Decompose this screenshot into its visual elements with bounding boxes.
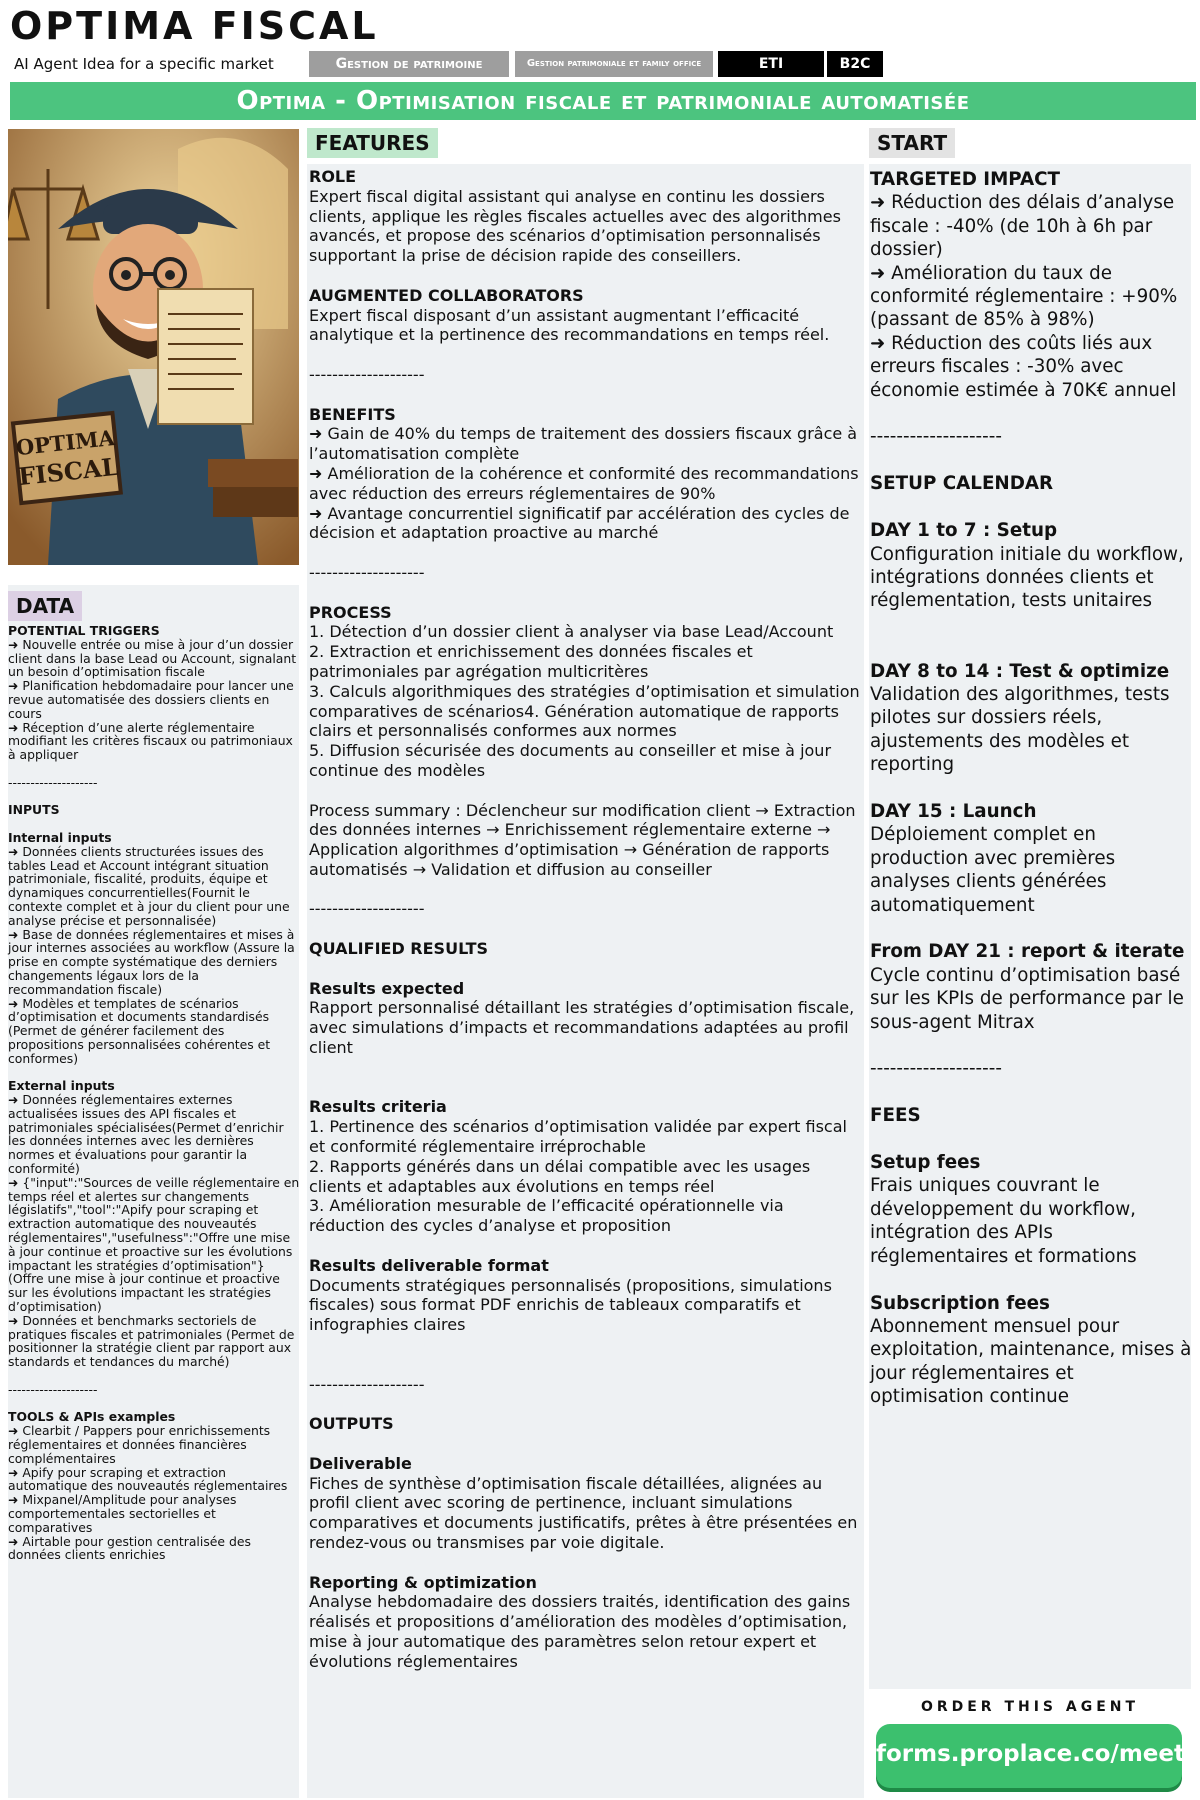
section-heading: TOOLS & APIs examples <box>8 1409 176 1425</box>
body-text: Validation des algorithmes, tests pilotes sur dossiers réels, ajustements des modèles et reporting <box>870 683 1170 776</box>
page-title: OPTIMA FISCAL <box>10 4 379 48</box>
body-text: Analyse hebdomadaire des dossiers traités, identification des gains réalisés et propositions d’amélioration des modèles d’optimisation, mise à jour automatique des paramètres selon retour expert et évolutions réglementaires <box>309 1592 851 1671</box>
body-text: 1. Détection d’un dossier client à analyser via base Lead/Account <box>309 622 834 642</box>
section-heading: QUALIFIED RESULTS <box>309 939 489 959</box>
spacer <box>309 1078 864 1098</box>
body-text: 5. Diffusion sécurisée des documents au conseiller et mise à jour continue des modèles <box>309 741 832 780</box>
spacer <box>8 817 301 831</box>
section-heading: INPUTS <box>8 802 60 818</box>
body-text: ➜ {"input":"Sources de veille réglementaire en temps réel et alertes sur changements législatifs","tool":"Apify pour scraping et extraction automatique des nouveautés réglementaires","usefulness":"Offre une mise à jour continue et proactive sur les évolutions impactant les stratégies d’optimisation"} (Offre une mise à jour continue et proactive sur les évolutions impactant les stratégies d’optimisation) <box>8 1174 300 1315</box>
spacer <box>870 496 1192 519</box>
body-text: 3. Amélioration mesurable de l’efficacité opérationnelle via réduction des cycles d’analyse et proposition <box>309 1196 784 1236</box>
order-label: ORDER THIS AGENT <box>920 1699 1140 1715</box>
body-text: ➜ Apify pour scraping et extraction automatique des nouveautés réglementaires <box>8 1464 288 1494</box>
section-heading: BENEFITS <box>309 404 396 424</box>
tax-expert-illustration <box>8 129 299 565</box>
section-heading: Results criteria <box>309 1097 447 1117</box>
spacer <box>870 917 1192 940</box>
features-section-tag: FEATURES <box>307 128 438 158</box>
section-heading: TARGETED IMPACT <box>870 169 1061 190</box>
body-text: Documents stratégiques personnalisés (propositions, simulations fiscales) sous format PDF enrichis de tableaux comparatifs et infographies claires <box>309 1275 832 1335</box>
spacer <box>309 1394 864 1414</box>
divider: -------------------- <box>8 1381 98 1397</box>
body-text: 2. Extraction et enrichissement des données fiscales et patrimoniales par agrégation multicritères <box>309 642 753 681</box>
market-tag-patrimoine: Gestion de patrimoine <box>309 51 509 77</box>
divider: -------------------- <box>309 562 425 582</box>
spacer <box>870 1128 1192 1151</box>
body-text: Expert fiscal digital assistant qui analyse en continu les dossiers clients, applique les règles fiscales actuelles avec des algorithmes avancés, et propose des scénarios d’optimisation personnalisés supportant la prise de décision rapide des conseillers. <box>309 186 841 266</box>
divider: -------------------- <box>309 364 425 384</box>
spacer <box>309 1355 864 1375</box>
spacer <box>8 790 301 804</box>
agent-illustration <box>8 129 299 565</box>
body-text: Abonnement mensuel pour exploitation, maintenance, mises à jour réglementaires et optimisation continue <box>870 1315 1192 1408</box>
spacer <box>309 959 864 979</box>
body-text: ➜ Avantage concurrentiel significatif par accélération des cycles de décision et adaptation proactive au marché <box>309 503 850 543</box>
divider: -------------------- <box>870 1058 1002 1080</box>
market-tag-family-office: Gestion patrimoniale et family office <box>515 51 713 77</box>
section-heading: OUTPUTS <box>309 1414 394 1434</box>
spacer <box>309 1058 864 1078</box>
body-text: Configuration initiale du workflow, intégrations données clients et réglementation, tests unitaires <box>870 543 1184 612</box>
spacer <box>309 543 864 563</box>
body-text: ➜ Nouvelle entrée ou mise à jour d’un dossier client dans la base Lead ou Account, signalant un besoin d’optimisation fiscale <box>8 636 297 680</box>
spacer <box>309 1553 864 1573</box>
spacer <box>870 613 1192 636</box>
market-tag-eti: ETI <box>718 51 824 77</box>
spacer <box>870 1081 1192 1104</box>
body-text: ➜ Mixpanel/Amplitude pour analyses comportementales sectorielles et comparatives <box>8 1492 237 1535</box>
spacer <box>8 1369 301 1383</box>
body-text: Fiches de synthèse d’optimisation fiscale détaillées, alignées au profil client avec scoring de pertinence, incluant simulations comparatives et documents justificatifs, prêtes à être présentées en rendez-vous ou transmises par voie digitale. <box>309 1473 858 1552</box>
body-text: ➜ Amélioration de la cohérence et conformité des recommandations avec réduction des erreurs réglementaires de 90% <box>309 463 859 503</box>
section-heading: FEES <box>870 1105 921 1127</box>
order-link-button[interactable]: forms.proplace.co/meet <box>876 1724 1182 1788</box>
start-section-tag: START <box>869 128 955 158</box>
section-heading: DAY 1 to 7 : Setup <box>870 520 1058 542</box>
body-text: Rapport personnalisé détaillant les stratégies d’optimisation fiscale, avec simulations d’impacts et recommandations adaptées au profil client <box>309 998 855 1058</box>
body-text: Frais uniques couvrant le développement du workflow, intégration des APIs réglementaires et formations <box>870 1175 1137 1267</box>
title-banner: Optima - Optimisation fiscale et patrimoniale automatisée <box>10 82 1196 120</box>
body-text: ➜ Données réglementaires externes actualisées issues des API fiscales et patrimoniales spécialisées(Permet d’enrichir les données internes avec les dernières normes et évaluations pour garantir la conformité) <box>8 1092 284 1177</box>
section-heading: AUGMENTED COLLABORATORS <box>309 285 584 305</box>
section-heading: PROCESS <box>309 602 392 622</box>
section-heading: Internal inputs <box>8 829 112 845</box>
body-text: ➜ Données clients structurées issues des tables Lead et Account intégrant situation patrimoniale, fiscalité, produits, équipe et dynamiques concurrentielles(Fournit le contexte complet et à jour du client pour une analyse précise et personnalisée) <box>8 843 290 928</box>
spacer <box>309 781 864 801</box>
body-text: ➜ Réception d’une alerte réglementaire modifiant les critères fiscaux ou patrimoniaux à appliquer <box>8 719 293 763</box>
spacer <box>309 1434 864 1454</box>
body-text: ➜ Modèles et templates de scénarios d’optimisation et documents standardisés (Permet de générer facilement des propositions personnalisées cohérentes et conformes) <box>8 995 271 1066</box>
body-text: ➜ Planification hebdomadaire pour lancer une revue automatisée des dossiers clients en cours <box>8 678 294 721</box>
section-heading: From DAY 21 : report & iterate <box>870 941 1185 963</box>
spacer <box>309 1335 864 1355</box>
spacer <box>8 762 301 776</box>
spacer <box>870 449 1192 472</box>
start-content <box>870 168 1192 1409</box>
body-text: ➜ Réduction des coûts liés aux erreurs fiscales : -30% avec économie estimée à 70K€ annuel <box>870 332 1177 401</box>
body-text: ➜ Clearbit / Pappers pour enrichissements réglementaires et données financières complémentaires <box>8 1423 271 1466</box>
market-tag-b2c: B2C <box>827 51 883 77</box>
spacer <box>870 636 1192 659</box>
section-heading: DAY 15 : Launch <box>870 800 1037 822</box>
body-text: ➜ Gain de 40% du temps de traitement des dossiers fiscaux grâce à l’automatisation complète <box>309 424 858 464</box>
spacer <box>309 345 864 365</box>
sign-text-fiscal: FISCAL <box>16 451 120 492</box>
body-text: Cycle continu d’optimisation basé sur les KPIs de performance par le sous-agent Mitrax <box>870 964 1184 1033</box>
spacer <box>8 1397 301 1411</box>
body-text: ➜ Airtable pour gestion centralisée des données clients enrichies <box>8 1533 251 1563</box>
body-text: 1. Pertinence des scénarios d’optimisation validée par expert fiscal et conformité réglementaire irréprochable <box>309 1117 847 1157</box>
page-subtitle: AI Agent Idea for a specific market <box>14 55 274 73</box>
optima-fiscal-sign <box>13 413 121 503</box>
spacer <box>8 1066 301 1080</box>
data-content <box>8 624 301 1562</box>
section-heading: ROLE <box>309 167 357 186</box>
data-section-tag: DATA <box>8 591 82 621</box>
spacer <box>309 919 864 939</box>
section-heading: Results expected <box>309 978 465 998</box>
spacer <box>870 1034 1192 1057</box>
body-text: ➜ Amélioration du taux de conformité réglementaire : +90% (passant de 85% à 98%) <box>870 262 1178 331</box>
body-text: ➜ Base de données réglementaires et mises à jour internes associées au workflow (Assure la prise en compte systématique des derniers changements légaux lors de la recommandation fiscale) <box>8 926 295 997</box>
spacer <box>870 1268 1192 1291</box>
spacer <box>870 402 1192 425</box>
section-heading: DAY 8 to 14 : Test & optimize <box>870 660 1170 682</box>
features-content <box>309 167 864 1672</box>
section-heading: External inputs <box>8 1078 115 1094</box>
body-text: 3. Calculs algorithmiques des stratégies d’optimisation et simulation comparatives de scénarios4. Génération automatique de rapports clairs et personnalisés conformes aux normes <box>309 681 860 741</box>
spacer <box>309 385 864 405</box>
section-heading: POTENTIAL TRIGGERS <box>8 623 160 638</box>
section-heading: Deliverable <box>309 1453 412 1473</box>
spacer <box>309 880 864 900</box>
section-heading: Setup fees <box>870 1152 981 1174</box>
divider: -------------------- <box>8 774 98 790</box>
body-text: 2. Rapports générés dans un délai compatible avec les usages clients et adaptables aux évolutions en temps réel <box>309 1156 811 1196</box>
section-heading: Subscription fees <box>870 1292 1050 1314</box>
spacer <box>309 266 864 286</box>
body-text: Process summary : Déclencheur sur modification client → Extraction des données internes → Enrichissement réglementaire externe → Application algorithmes d’optimisation → Génération de rapports automatisés → Validation et diffusion au conseiller <box>309 800 856 879</box>
body-text: ➜ Réduction des délais d’analyse fiscale : -40% (de 10h à 6h par dossier) <box>870 192 1175 261</box>
body-text: Déploiement complet en production avec premières analyses clients générées automatiquement <box>870 824 1116 916</box>
divider: -------------------- <box>309 899 425 919</box>
spacer <box>870 777 1192 800</box>
divider: -------------------- <box>309 1374 425 1394</box>
scroll-icon <box>158 289 253 424</box>
divider: -------------------- <box>870 426 1002 448</box>
spacer <box>309 1236 864 1256</box>
sign-text-optima: OPTIMA <box>14 424 116 461</box>
section-heading: Results deliverable format <box>309 1255 549 1275</box>
spacer <box>309 583 864 603</box>
body-text: Expert fiscal disposant d’un assistant augmentant l’efficacité analytique et la pertinence des recommandations en temps réel. <box>309 305 830 345</box>
section-heading: SETUP CALENDAR <box>870 473 1054 495</box>
body-text: ➜ Données et benchmarks sectoriels de pratiques fiscales et patrimoniales (Permet de positionner la stratégie client par rapport aux standards et tendances du marché) <box>8 1312 295 1370</box>
section-heading: Reporting & optimization <box>309 1572 537 1592</box>
